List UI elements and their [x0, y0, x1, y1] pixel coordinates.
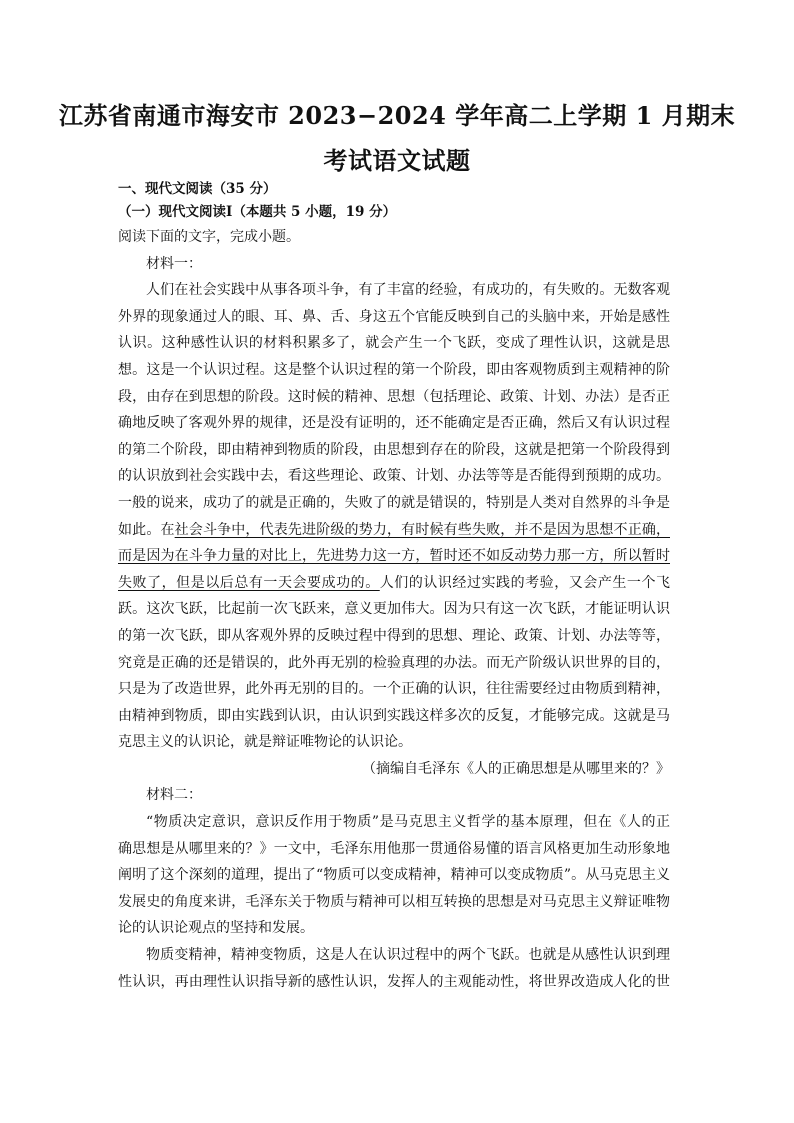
document-body	[118, 178, 670, 995]
document-title-line-1: 江苏省南通市海安市 2023−2024 学年高二上学期 1 月期末	[58, 101, 736, 130]
material-1-line: 外界的现象通过人的眼、耳、鼻、舌、身这五个官能反映到自己的头脑中来，开始是感性	[118, 308, 670, 325]
material-2-line: 论的认识论观点的坚持和发展。	[118, 920, 314, 937]
instruction-text: 阅读下面的文字，完成小题。	[118, 229, 300, 245]
material-1-line: 确地反映了客观外界的规律，还是没有证明的，还不能确定是否正确，然后又有认识过程	[118, 415, 670, 432]
material-1-line: 究竟是正确的还是错误的，此外再无别的检验真理的办法。而无产阶级认识世界的目的，	[118, 654, 670, 671]
material-2-line: 阐明了这个深刻的道理，提出了“物质可以变成精神，精神可以变成物质”。从马克思主义	[118, 867, 670, 884]
material-1-line: 跃。这次飞跃，比起前一次飞跃来，意义更加伟大。因为只有这一次飞跃，才能证明认识	[118, 601, 670, 618]
material-1-line: 一般的说来，成功了的就是正确的，失败了的就是错误的，特别是人类对自然界的斗争是	[118, 494, 670, 511]
material-1-line: 的认识放到社会实践中去，看这些理论、政策、计划、办法等等是否能得到预期的成功。	[118, 468, 670, 485]
material-1-source: （摘编自毛泽东《人的正确思想是从哪里来的？》	[362, 760, 670, 777]
material-1-line: 克思主义的认识论，就是辩证唯物论的认识论。	[118, 734, 412, 751]
underlined-text: 而是因为在斗争力量的对比上，先进势力这一方，暂时还不如反动势力那一方，所以暂时	[118, 548, 670, 565]
material-2-line: 物质变精神，精神变物质，这是人在认识过程中的两个飞跃。也就是从感性认识到理	[146, 947, 670, 964]
material-1-line: 的第一次飞跃，即从客观外界的反映过程中得到的思想、理论、政策、计划、办法等等，	[118, 627, 670, 644]
material-1-line	[118, 570, 670, 597]
material-1-line: 由精神到物质，即由实践到认识，由认识到实践这样多次的反复，才能够完成。这就是马	[118, 707, 670, 724]
subsection-heading: （一）现代文阅读Ⅰ（本题共 5 小题，19 分）	[118, 204, 397, 220]
material-1-label: 材料一：	[146, 255, 202, 272]
document-title-line-2: 考试语文试题	[323, 146, 471, 175]
underlined-text: 失败了，但是以后总有一天会要成功的。	[118, 574, 380, 591]
material-1-line: 段，由存在到思想的阶段。这时候的精神、思想（包括理论、政策、计划、办法）是否正	[118, 388, 670, 405]
material-2-line: 确思想是从哪里来的？》一文中，毛泽东用他那一贯通俗易懂的语言风格更加生动形象地	[118, 840, 670, 857]
material-1-line: 想。这是一个认识过程。这是整个认识过程的第一个阶段，即由客观物质到主观精神的阶	[118, 361, 670, 378]
material-2-line: 性认识，再由理性认识指导新的感性认识，发挥人的主观能动性，将世界改造成人化的世	[118, 973, 670, 990]
material-2-line: 发展史的角度来讲，毛泽东关于物质与精神可以相互转换的思想是对马克思主义辩证唯物	[118, 893, 670, 910]
material-2-label: 材料二：	[146, 787, 202, 804]
plain-text: 人们的认识经过实践的考验，又会产生一个飞	[379, 574, 670, 591]
material-1-line: 人们在社会实践中从事各项斗争，有了丰富的经验，有成功的，有失败的。无数客观	[146, 282, 670, 299]
material-2-line: “物质决定意识，意识反作用于物质”是马克思主义哲学的基本原理，但在《人的正	[146, 814, 670, 831]
material-1-line	[118, 543, 670, 570]
material-1-line: 的第二个阶段，即由精神到物质的阶段，由思想到存在的阶段，这就是把第一个阶段得到	[118, 441, 670, 458]
material-1-line: 只是为了改造世界，此外再无别的目的。一个正确的认识，往往需要经过由物质到精神，	[118, 681, 670, 698]
section-heading: 一、现代文阅读（35 分）	[118, 181, 277, 197]
material-1-line	[118, 517, 670, 544]
plain-text: 如此。在	[118, 521, 175, 538]
underlined-text: 社会斗争中，代表先进阶级的势力，有时候有些失败，并不是因为思想不正确，	[174, 521, 670, 538]
material-1-line: 认识。这种感性认识的材料积累多了，就会产生一个飞跃，变成了理性认识，这就是思	[118, 335, 670, 352]
